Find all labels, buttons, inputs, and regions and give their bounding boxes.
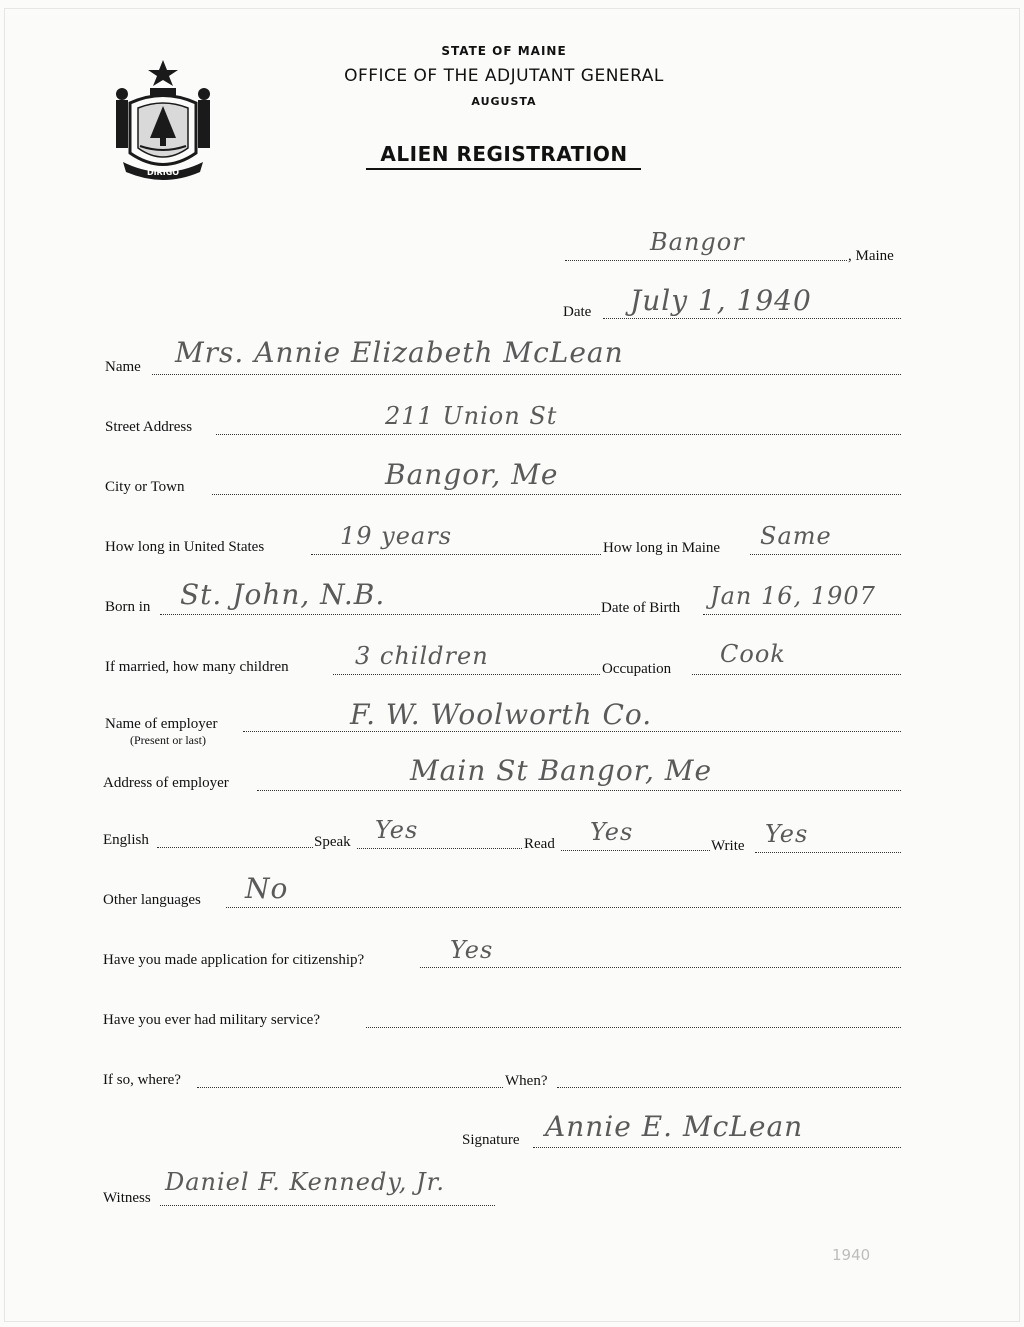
employer-address-value: Main St Bangor, Me	[410, 754, 713, 787]
read-label: Read	[524, 836, 555, 852]
date-label: Date	[563, 304, 592, 320]
military-line	[366, 1027, 901, 1028]
where-line	[197, 1087, 503, 1088]
speak-value: Yes	[375, 816, 419, 844]
occupation-label: Occupation	[602, 661, 672, 677]
occupation-value: Cook	[720, 640, 786, 668]
witness-label: Witness	[103, 1190, 151, 1206]
children-value: 3 children	[355, 642, 489, 670]
date-line	[603, 318, 901, 319]
employer-line	[243, 731, 901, 732]
occupation-line	[692, 674, 901, 675]
how-long-us-line	[311, 554, 601, 555]
how-long-us-label: How long in United States	[105, 539, 265, 555]
when-label: When?	[505, 1073, 548, 1089]
citizenship-line	[420, 967, 901, 968]
born-in-line	[160, 614, 600, 615]
header-office: OFFICE OF THE ADJUTANT GENERAL	[344, 66, 664, 86]
other-languages-value: No	[245, 872, 289, 905]
where-label: If so, where?	[103, 1072, 181, 1088]
name-value: Mrs. Annie Elizabeth McLean	[175, 336, 624, 369]
how-long-maine-label: How long in Maine	[603, 540, 721, 556]
city-value: Bangor, Me	[385, 458, 559, 491]
state-seal-icon	[108, 58, 218, 183]
signature-value: Annie E. McLean	[545, 1110, 804, 1143]
place-line	[565, 260, 847, 261]
citizenship-value: Yes	[450, 936, 494, 964]
signature-label: Signature	[462, 1132, 520, 1148]
military-label: Have you ever had military service?	[103, 1012, 320, 1028]
date-value: July 1, 1940	[630, 284, 812, 317]
read-value: Yes	[590, 818, 634, 846]
svg-text:DIRIGO: DIRIGO	[146, 168, 180, 177]
how-long-us-value: 19 years	[340, 522, 453, 550]
name-line	[152, 374, 901, 375]
street-label: Street Address	[105, 419, 193, 435]
children-label: If married, how many children	[105, 659, 289, 675]
write-line	[755, 852, 901, 853]
file-stamp: 1940	[832, 1246, 871, 1264]
name-label: Name	[105, 359, 141, 375]
title-underline	[366, 168, 641, 170]
place-value: Bangor	[650, 228, 745, 256]
date-of-birth-value: Jan 16, 1907	[710, 582, 876, 610]
date-of-birth-label: Date of Birth	[601, 600, 681, 616]
city-label: City or Town	[105, 479, 185, 495]
street-line	[216, 434, 901, 435]
how-long-maine-line	[750, 554, 901, 555]
city-line	[212, 494, 901, 495]
read-line	[561, 850, 710, 851]
date-of-birth-line	[703, 614, 901, 615]
witness-line	[160, 1205, 495, 1206]
maine-label: , Maine	[848, 248, 894, 264]
street-value: 211 Union St	[385, 402, 558, 430]
employer-sublabel: (Present or last)	[130, 733, 206, 747]
write-label: Write	[711, 838, 745, 854]
born-in-value: St. John, N.B.	[180, 578, 386, 611]
citizenship-label: Have you made application for citizenship?	[103, 952, 365, 968]
write-value: Yes	[765, 820, 809, 848]
how-long-maine-value: Same	[760, 522, 832, 550]
speak-label: Speak	[314, 834, 351, 850]
children-line	[333, 674, 600, 675]
other-languages-line	[226, 907, 901, 908]
signature-line	[533, 1147, 901, 1148]
employer-value: F. W. Woolworth Co.	[350, 698, 653, 731]
english-line	[157, 847, 313, 848]
english-label: English	[103, 832, 149, 848]
employer-address-line	[257, 790, 901, 791]
header-city: AUGUSTA	[471, 95, 537, 108]
when-line	[557, 1087, 901, 1088]
witness-value: Daniel F. Kennedy, Jr.	[165, 1168, 446, 1196]
employer-address-label: Address of employer	[103, 775, 229, 791]
form-title: ALIEN REGISTRATION	[380, 142, 628, 166]
born-in-label: Born in	[105, 599, 151, 615]
header-state: STATE OF MAINE	[441, 44, 567, 58]
employer-label: Name of employer	[105, 716, 218, 732]
speak-line	[357, 848, 522, 849]
other-languages-label: Other languages	[103, 892, 201, 908]
